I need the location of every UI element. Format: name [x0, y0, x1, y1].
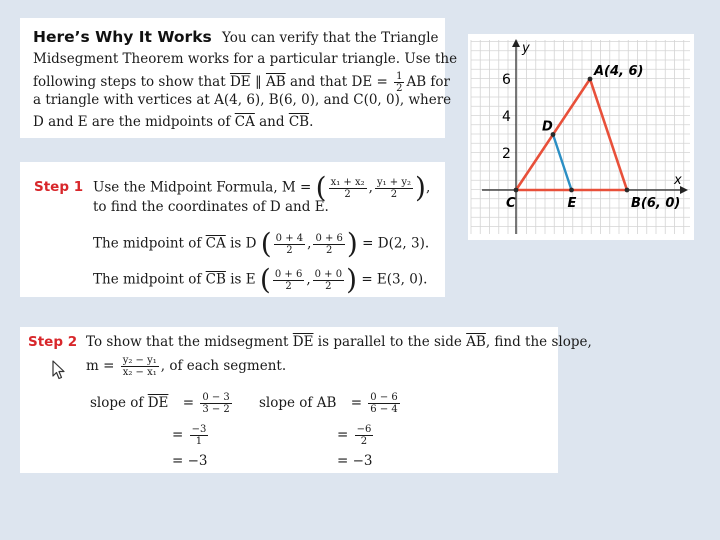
paren-close: ): [346, 227, 358, 260]
step1-line-2: to find the coordinates of D and E.: [93, 199, 329, 215]
slope-formula-fraction: [121, 355, 159, 378]
mid-cb-pre: The midpoint of: [93, 271, 202, 288]
point-e: [569, 188, 574, 193]
half-fraction: [394, 71, 404, 94]
point-a: [588, 77, 593, 82]
segment-de: $\overline{DE}$: [229, 74, 251, 90]
step1-text-1: Use the Midpoint Formula, M =: [93, 179, 312, 196]
step1-line-3: The midpoint of $\overline{CA}$ is D ( $\frac{0 + 4}{2}$ , $\frac{0 + 6}{2}$ ) = D(2, 3).: [93, 227, 430, 260]
segment-ca: $\overline{CA}$: [234, 114, 255, 130]
step1-label: Step 1: [34, 179, 84, 195]
slope-ab-fraction: [368, 392, 399, 415]
intro-line-5: [33, 116, 313, 130]
midpoint-y-fraction: [375, 177, 413, 200]
ca-x-num: 0 + 4: [275, 232, 304, 244]
intro-line-3: [33, 71, 450, 94]
ca-x-fraction: [274, 233, 305, 256]
slope-de-fraction: [200, 392, 231, 415]
midpoint-y-den: 2: [390, 188, 398, 200]
label-c: C: [506, 196, 516, 211]
cb-y-num: 0 + 0: [314, 268, 343, 280]
slope-formula-m: m =: [86, 358, 115, 374]
step2-text-tail: , of each segment.: [160, 358, 287, 374]
y-tick-2: 2: [502, 146, 511, 162]
mid-ca-result: = D(2, 3).: [362, 235, 430, 252]
half-numerator: 1: [396, 71, 403, 82]
label-e: E: [567, 196, 577, 211]
segment-ab: $\overline{AB}$: [265, 74, 286, 90]
slope-de-num: 0 − 3: [202, 392, 230, 403]
step2-line-2: [86, 355, 286, 378]
paren-open: (: [260, 227, 272, 260]
intro-text-4: and that DE =: [289, 74, 388, 90]
parallel-symbol: ∥: [254, 74, 262, 90]
slope-de-eq: =: [182, 395, 195, 411]
step2-segment-de: $\overline{DE}$: [292, 334, 314, 350]
y-tick-4: 4: [502, 109, 511, 125]
cb-x-num: 0 + 6: [274, 268, 303, 280]
step2-segment-ab: $\overline{AB}$: [466, 334, 486, 350]
ca-y-den: 2: [325, 244, 333, 256]
label-a: A(4, 6): [594, 64, 644, 79]
step1-card: [20, 162, 445, 297]
triangle-abc: [516, 79, 627, 190]
midpoint-x-den: 2: [344, 188, 351, 200]
step1-line-1: Use the Midpoint Formula, M = ( $\frac{\text{x₁ + x₂}}{2}$ , $\frac{\text{y₁ + y₂}}{2}$ ),: [93, 171, 431, 204]
slope-de-den: 3 − 2: [202, 404, 230, 415]
mouse-cursor-icon: [52, 360, 66, 380]
x-axis-label: x: [674, 173, 682, 188]
slope-de-label: slope of: [90, 395, 144, 411]
intro-card: [20, 18, 458, 138]
slope-ab-num-2: −6: [356, 424, 372, 435]
slope-ab-fraction-2: [355, 424, 374, 447]
intro-text-5: for: [430, 74, 450, 90]
intro-text-3: following steps to show that: [33, 74, 226, 90]
y-tick-6: 6: [502, 72, 511, 88]
slope-ab-eq-2: =: [337, 427, 349, 443]
point-b: [625, 188, 630, 193]
paren-close: ): [415, 171, 426, 204]
ca-x-den: 2: [286, 244, 293, 256]
step1-line-4: The midpoint of $\overline{CB}$ is E ( $\frac{0 + 6}{2}$ , $\frac{0 + 0}{2}$ ) = E(3, 0).: [93, 263, 428, 296]
midpoint-y-num: y₁ + y₂: [376, 176, 411, 188]
slope-ab-row-1: [259, 392, 402, 415]
slope-de-result: = −3: [172, 453, 208, 469]
slope-ab-den-2: 2: [360, 436, 368, 447]
slope-de-fraction-2: [190, 424, 209, 447]
slope-formula-den: x₂ − x₁: [122, 367, 157, 378]
intro-title: Here’s Why It Works: [33, 28, 212, 46]
slope-de-eq-2: =: [172, 427, 184, 443]
midpoint-x-num: x₁ + x₂: [330, 176, 365, 188]
graph-card: [468, 34, 694, 240]
step2-card: [20, 327, 592, 473]
paren-open: (: [259, 263, 271, 296]
mid-cb-segment: $\overline{CB}$: [205, 271, 226, 288]
intro-line-2: Midsegment Theorem works for a particular triangle. Use the: [33, 51, 458, 67]
step2-text-a: To show that the midsegment: [86, 334, 289, 350]
cb-y-den: 2: [325, 280, 332, 292]
slope-de-num-2: −3: [191, 424, 207, 435]
step2-label: Step 2: [28, 334, 78, 350]
mid-ca-segment: $\overline{CA}$: [205, 235, 226, 252]
mid-ca-is: is D: [230, 235, 257, 252]
mid-ca-pre: The midpoint of: [93, 235, 202, 252]
label-b: B(6, 0): [631, 196, 681, 211]
step2-text-b: is parallel to the side: [317, 334, 462, 350]
cb-x-fraction: [273, 269, 304, 292]
cb-x-den: 2: [285, 280, 292, 292]
slope-de-segment: $\overline{DE}$: [147, 395, 169, 411]
intro-text-7: and: [259, 114, 285, 130]
slope-ab-eq: =: [350, 395, 362, 411]
slope-de-row-1: [90, 392, 234, 415]
ca-y-fraction: [313, 233, 344, 256]
segment-cb: $\overline{CB}$: [288, 114, 310, 130]
mid-cb-result: = E(3, 0).: [361, 271, 428, 288]
point-c: [514, 188, 519, 193]
ca-y-num: 0 + 6: [315, 232, 343, 244]
mid-cb-is: is E: [230, 271, 256, 288]
slope-de-row-2: [172, 424, 210, 447]
intro-line-1: [33, 30, 439, 46]
slope-ab-num: 0 − 6: [370, 392, 398, 403]
slope-formula-num: y₂ − y₁: [122, 355, 157, 366]
paren-open: (: [315, 171, 327, 204]
label-d: D: [542, 119, 553, 135]
paren-close: ): [346, 263, 358, 296]
coordinate-graph: [468, 34, 694, 240]
slope-ab-row-2: [337, 424, 375, 447]
intro-text-1: You can verify that the Triangle: [222, 30, 439, 46]
intro-line-4: a triangle with vertices at A(4, 6), B(6, 0), and C(0, 0), where: [33, 92, 452, 108]
intro-text-8: .: [309, 114, 314, 130]
y-axis-label: y: [522, 41, 530, 56]
cb-y-fraction: [313, 269, 344, 292]
intro-ab: AB: [406, 74, 427, 90]
intro-text-6: D and E are the midpoints of: [33, 114, 231, 130]
slope-ab-result: = −3: [337, 453, 373, 469]
slope-ab-den: 6 − 4: [370, 404, 398, 415]
step2-text-c: , find the slope,: [485, 334, 592, 350]
step2-line-1: [86, 336, 592, 350]
midpoint-x-fraction: [329, 177, 367, 200]
slope-de-den-2: 1: [195, 436, 203, 447]
slope-ab-label: slope of AB: [259, 395, 337, 411]
midsegment-de: [553, 135, 572, 191]
y-axis-arrow: [512, 39, 520, 47]
half-denominator: 2: [396, 83, 403, 94]
